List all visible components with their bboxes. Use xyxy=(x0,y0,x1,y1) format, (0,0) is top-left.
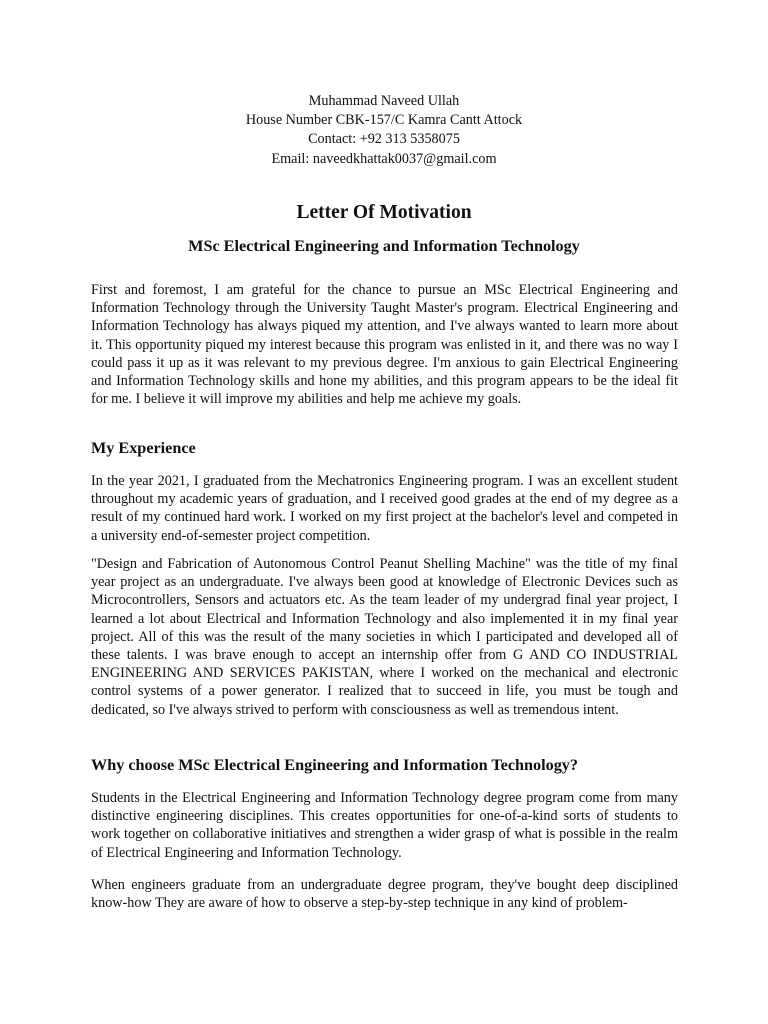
letter-subtitle: MSc Electrical Engineering and Information Technology xyxy=(188,237,580,255)
experience-heading: My Experience xyxy=(91,439,196,457)
why-choose-paragraph-2: When engineers graduate from an undergraduate degree program, they've bought deep disciplined know-how They are aware of how to observe a step-by-step technique in any kind of problem- xyxy=(91,877,678,912)
why-choose-heading: Why choose MSc Electrical Engineering and Information Technology? xyxy=(91,756,578,774)
sender-contact: Contact: +92 313 5358075 xyxy=(308,131,460,148)
why-choose-paragraph-1: Students in the Electrical Engineering and Information Technology degree program come from many distinctive engineering disciplines. This creates opportunities for one-of-a-kind sorts of students to work together on collaborative initiatives and strengthen a wider grasp of what is possible in the realm of Electrical Engineering and Information Technology. xyxy=(91,790,678,861)
letter-title: Letter Of Motivation xyxy=(296,202,472,223)
sender-block xyxy=(0,92,768,169)
experience-paragraph-1: In the year 2021, I graduated from the Mechatronics Engineering program. I was an excellent student throughout my academic years of graduation, and I received good grades at the end of my degree as a result of my continued hard work. I worked on my first project at the bachelor's level and competed in a university end-of-semester project competition. xyxy=(91,473,678,544)
sender-address: House Number CBK-157/C Kamra Cantt Attock xyxy=(245,112,523,129)
sender-email: Email: naveedkhattak0037@gmail.com xyxy=(271,150,497,167)
experience-paragraph-2: "Design and Fabrication of Autonomous Control Peanut Shelling Machine" was the title of my final year project as an undergraduate. I've always been good at knowledge of Electronic Devices such as Microcontrollers, Sensors and actuators etc. As the team leader of my undergrad final year project, I learned a lot about Electrical and Information Technology and also implemented it in my final year project. All of this was the result of the many societies in which I participated and developed all of these talents. I was brave enough to accept an internship offer from G AND CO INDUSTRIAL ENGINEERING AND SERVICES PAKISTAN, where I worked on the mechanical and electronic control systems of a power generator. I realized that to succeed in life, you must be tough and dedicated, so I've always strived to perform with consciousness as well as tremendous intent. xyxy=(91,556,678,718)
intro-paragraph: First and foremost, I am grateful for the chance to pursue an MSc Electrical Engineering and Information Technology through the University Taught Master's program. Electrical Engineering and Information Technology has always piqued my attention, and I've always wanted to learn more about it. This opportunity piqued my interest because this program was enlisted in it, and there was no way I could pass it up as it was relevant to my previous degree. I'm anxious to gain Electrical Engineering and Information Technology skills and hone my abilities, and this program appears to be the ideal fit for me. I believe it will improve my abilities and help me achieve my goals. xyxy=(91,282,678,408)
sender-name: Muhammad Naveed Ullah xyxy=(308,93,460,109)
